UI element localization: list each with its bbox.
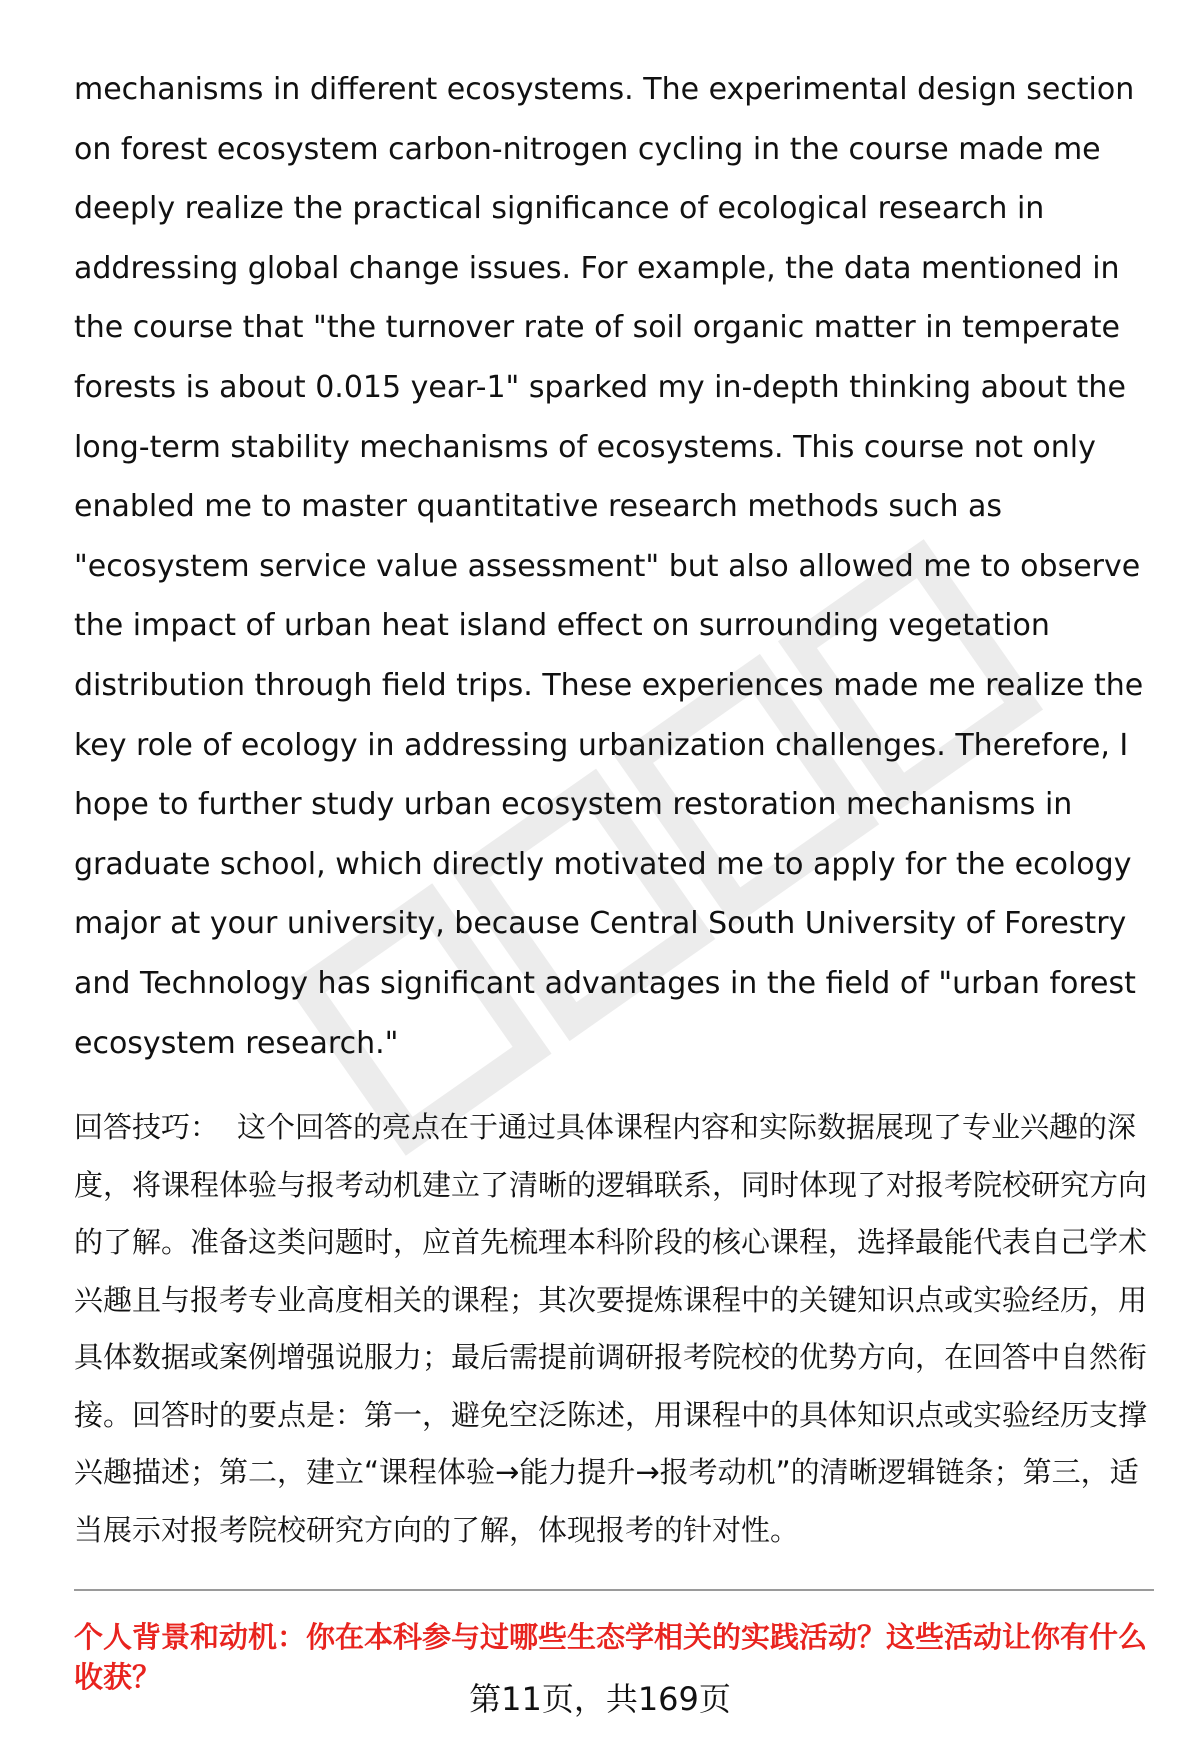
tips-text: 这个回答的亮点在于通过具体课程内容和实际数据展现了专业兴趣的深度，将课程体验与报考动机建立了清晰的逻辑联系，同时体现了对报考院校研究方向的了解。准备这类问题时，应首先梳理本科阶段的核心课程，选择最能代表自己学术兴趣且与报考专业高度相关的课程；其次要提炼课程中的关键知识点或实验经历，用具体数据或案例增强说服力；最后需提前调研报考院校的优势方向，在回答中自然衔接。回答时的要点是：第一，避免空泛陈述，用课程中的具体知识点或实验经历支撑兴趣描述；第二，建立“课程体验→能力提升→报考动机”的清晰逻辑链条；第三，适当展示对报考院校研究方向的了解，体现报考的针对性。 [74,1110,1148,1547]
document-page [74,60,1154,1697]
section-divider [74,1589,1154,1591]
tips-label: 回答技巧： [74,1110,220,1145]
page-number: 第11页，共169页 [469,1680,731,1718]
answer-tips [74,1099,1154,1559]
next-question: 个人背景和动机：你在本科参与过哪些生态学相关的实践活动？这些活动让你有什么收获？ [74,1620,1148,1695]
answer-paragraph: mechanisms in different ecosystems. The experimental design section on forest ecosystem carbon-nitrogen cycling in the course made me deeply realize the practical significance of ecological research in addressing global change issues. For example, the data mentioned in the course that "the turnover rate of soil organic matter in temperate forests is about 0.015 year-1" sparked my in-depth thinking about the long-term stability mechanisms of ecosystems. This course not only enabled me to master quantitative research methods such as "ecosystem service value assessment" but also allowed me to observe the impact of urban heat island effect on surrounding vegetation distribution through field trips. These experiences made me realize the key role of ecology in addressing urbanization challenges. Therefore, I hope to further study urban ecosystem restoration mechanisms in graduate school, which directly motivated me to apply for the ecology major at your university, because Central South University of Forestry and Technology has significant advantages in the field of "urban forest ecosystem research." [74,72,1144,1061]
